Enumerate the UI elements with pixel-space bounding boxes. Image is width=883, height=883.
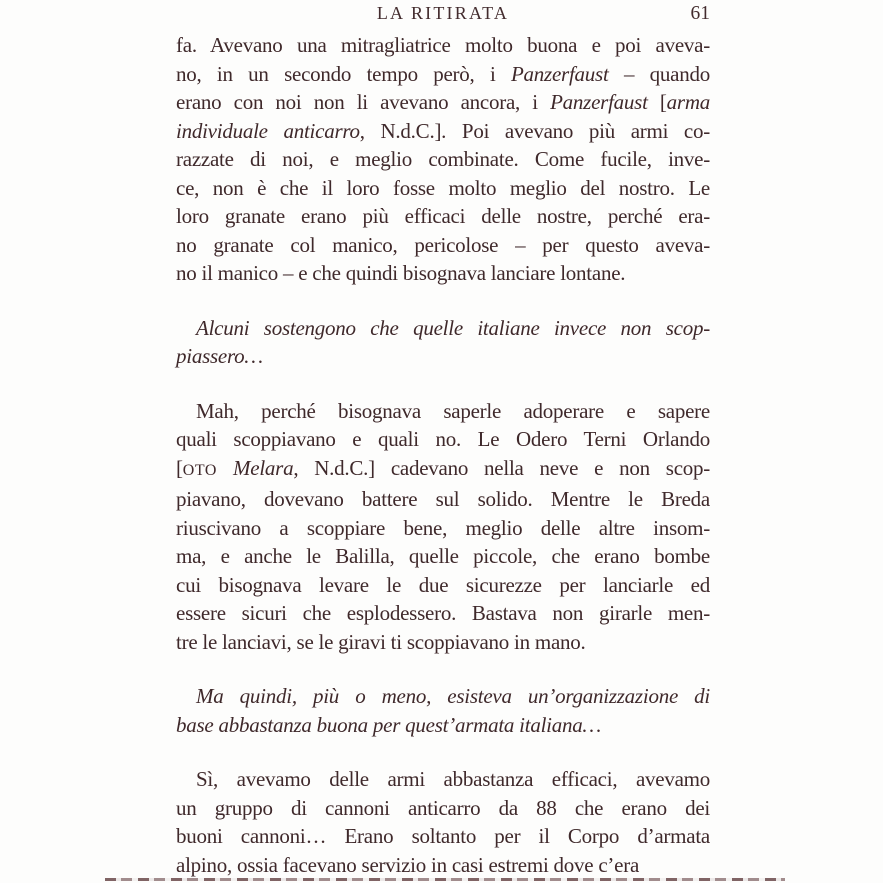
text-line	[176, 514, 710, 543]
book-page	[176, 0, 710, 883]
running-header-title: LA RITIRATA	[376, 3, 510, 23]
text-run: tre le lanciavi, se le giravi ti scoppiavano in mano.	[176, 629, 586, 654]
text-line	[176, 397, 710, 426]
text-run: no il manico – e che quindi bisognava lanciare lontane.	[176, 261, 626, 285]
text-line	[176, 425, 710, 454]
text-run: erano con noi non li avevano ancora, i	[176, 90, 551, 114]
italic-text-run: individuale anticarro	[176, 118, 360, 143]
text-line	[176, 259, 710, 288]
text-run: quali scoppiavano e quali no. Le Odero Terni Orlando	[176, 427, 710, 451]
text-column	[176, 31, 710, 879]
text-run: Ma quindi, più o meno, esisteva un’organizzazione di	[196, 684, 710, 708]
paragraph	[176, 682, 710, 739]
text-line	[176, 231, 710, 260]
text-line	[176, 174, 710, 203]
paragraph	[176, 397, 710, 657]
text-line	[176, 682, 710, 711]
text-line	[176, 117, 710, 146]
text-run: razzate di noi, e meglio combinate. Come fucile, inve-	[176, 147, 710, 171]
italic-text-run: arma	[666, 90, 710, 114]
smallcaps-text-run: OTO	[182, 461, 218, 479]
text-line	[176, 851, 710, 880]
text-line	[176, 628, 710, 657]
text-line	[176, 60, 710, 89]
text-run: , N.d.C.] cadevano nella neve e non scop-	[293, 455, 711, 480]
text-run: cui bisognava levare le due sicurezze per lanciarle ed	[176, 572, 710, 597]
italic-text-run: Panzerfaust	[510, 61, 609, 86]
text-line	[176, 599, 710, 628]
text-run: Sì, avevamo delle armi abbastanza efficaci, avevamo	[196, 767, 710, 791]
text-run: – quando	[608, 61, 710, 86]
text-run: [	[647, 90, 667, 114]
text-run: piassero…	[176, 344, 263, 368]
paragraph	[176, 765, 710, 879]
text-run: piavano, dovevano battere sul solido. Mentre le Breda	[176, 487, 710, 511]
text-run: riuscivano a scoppiare bene, meglio delle altre insom-	[176, 515, 710, 540]
text-line	[176, 571, 710, 600]
clipped-next-line	[105, 878, 785, 881]
text-line	[176, 342, 710, 371]
text-run: [	[176, 455, 183, 480]
italic-text-run: Panzerfaust	[550, 90, 648, 114]
text-line	[176, 88, 710, 117]
text-line	[176, 145, 710, 174]
text-line	[176, 454, 710, 486]
page-number: 61	[690, 3, 710, 24]
text-run: loro granate erano più efficaci delle nostre, perché era-	[176, 204, 710, 228]
page-header	[176, 3, 710, 29]
text-run: Alcuni sostengono che quelle italiane invece non scop-	[196, 315, 710, 340]
text-line	[176, 542, 710, 571]
text-run: no granate col manico, pericolose – per questo aveva-	[176, 232, 710, 257]
text-line	[176, 765, 710, 794]
text-run: fa. Avevano una mitragliatrice molto buona e poi aveva-	[176, 33, 710, 57]
text-line	[176, 485, 710, 514]
paragraph	[176, 314, 710, 371]
text-run	[217, 456, 233, 480]
text-run: alpino, ossia facevano servizio in casi estremi dove c’era	[176, 852, 640, 877]
text-run: ma, e anche le Balilla, quelle piccole, che erano bombe	[176, 544, 710, 568]
paragraph	[176, 31, 710, 288]
text-run: un gruppo di cannoni anticarro da 88 che erano dei	[176, 795, 710, 820]
italic-text-run: Melara	[233, 455, 294, 480]
text-run: no, in un secondo tempo però, i	[176, 61, 511, 86]
text-line	[176, 31, 710, 60]
text-line	[176, 822, 710, 851]
text-run: essere sicuri che esplodessero. Bastava non girarle men-	[176, 601, 710, 625]
text-line	[176, 314, 710, 343]
text-line	[176, 794, 710, 823]
text-run: , N.d.C.]. Poi avevano più armi co-	[359, 118, 710, 143]
text-line	[176, 202, 710, 231]
text-run: buoni cannoni… Erano soltanto per il Corpo d’armata	[176, 824, 710, 848]
text-run: base abbastanza buona per quest’armata italiana…	[176, 712, 601, 737]
text-line	[176, 711, 710, 740]
text-run: ce, non è che il loro fosse molto meglio del nostro. Le	[176, 175, 710, 200]
text-run: Mah, perché bisognava saperle adoperare e sapere	[196, 398, 710, 423]
